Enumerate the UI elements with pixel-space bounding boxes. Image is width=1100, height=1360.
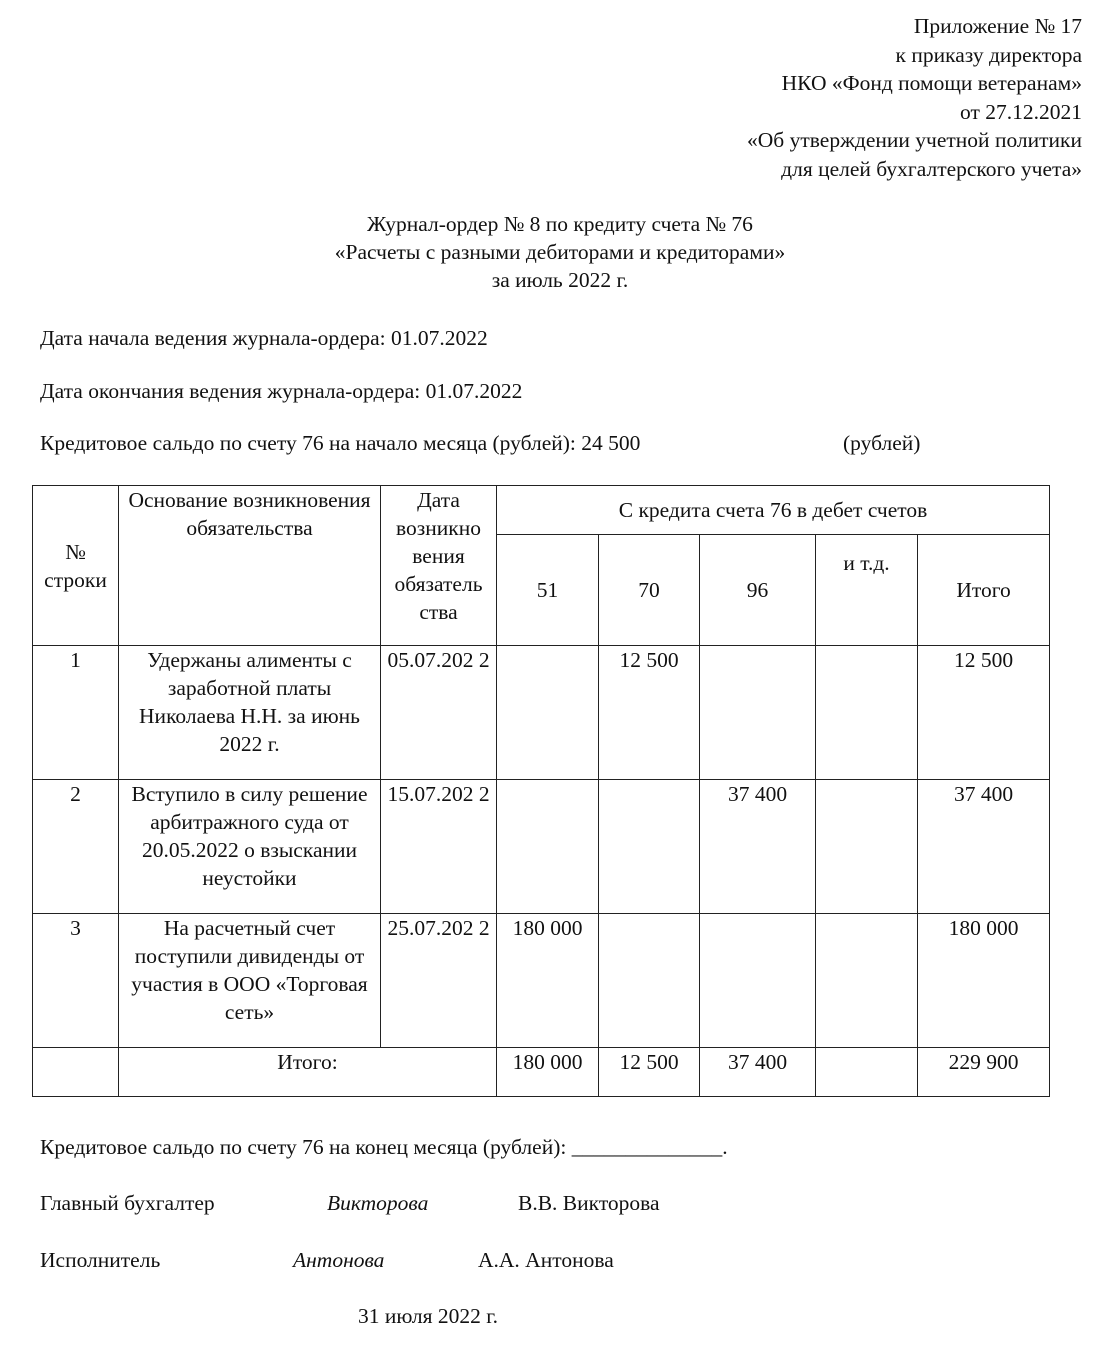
totals-row [33, 1048, 1050, 1097]
row-account-51 [497, 780, 599, 914]
row-total: 180 000 [918, 914, 1050, 1048]
header-account-51: 51 [497, 535, 599, 646]
totals-account-96: 37 400 [700, 1048, 816, 1097]
title-line-1: Журнал-ордер № 8 по кредиту счета № 76 [367, 212, 753, 236]
appendix-line: для целей бухгалтерского учета» [781, 156, 1082, 181]
journal-table [32, 485, 1050, 1097]
totals-account-70: 12 500 [599, 1048, 700, 1097]
appendix-line: от 27.12.2021 [960, 99, 1082, 124]
header-etc: и т.д. [816, 535, 918, 646]
start-date-line: Дата начала ведения журнала-ордера: 01.07.2022 [40, 326, 488, 350]
totals-label: Итого: [119, 1048, 497, 1097]
opening-balance-line: Кредитовое сальдо по счету 76 на начало месяца (рублей): 24 500 [40, 431, 641, 455]
row-account-51: 180 000 [497, 914, 599, 1048]
table-row [33, 780, 1050, 914]
header-credit-group: С кредита счета 76 в дебет счетов [497, 486, 1050, 535]
table-row [33, 646, 1050, 780]
row-basis: Удержаны алименты с заработной платы Николаева Н.Н. за июнь 2022 г. [119, 646, 381, 780]
row-account-70 [599, 914, 700, 1048]
executor-signature: Антонова [293, 1248, 385, 1272]
header-account-96: 96 [700, 535, 816, 646]
row-date: 25.07.202 2 [381, 914, 497, 1048]
title-line-2: «Расчеты с разными дебиторами и кредиторами» [334, 240, 786, 264]
chief-accountant-label: Главный бухгалтер [40, 1191, 215, 1215]
row-etc [816, 780, 918, 914]
row-number: 1 [33, 646, 119, 780]
appendix-line: Приложение № 17 [913, 14, 1082, 38]
row-number: 3 [33, 914, 119, 1048]
title-period: за июль 2022 г. [491, 268, 629, 292]
closing-balance-line: Кредитовое сальдо по счету 76 на конец месяца (рублей): ______________. [40, 1135, 728, 1159]
table-row [33, 914, 1050, 1048]
row-date: 05.07.202 2 [381, 646, 497, 780]
totals-etc [816, 1048, 918, 1097]
row-total: 37 400 [918, 780, 1050, 914]
totals-total: 229 900 [918, 1048, 1050, 1097]
appendix-block [747, 12, 1082, 183]
appendix-line: к приказу директора [895, 42, 1082, 67]
totals-account-51: 180 000 [497, 1048, 599, 1097]
row-account-96: 37 400 [700, 780, 816, 914]
row-account-70: 12 500 [599, 646, 700, 780]
header-basis: Основание возникновения обязательства [119, 486, 381, 646]
end-date-line: Дата окончания ведения журнала-ордера: 01.07.2022 [40, 379, 523, 403]
appendix-line: НКО «Фонд помощи ветеранам» [781, 71, 1082, 95]
header-account-70: 70 [599, 535, 700, 646]
document-title [0, 210, 1100, 294]
executor-name: А.А. Антонова [478, 1248, 614, 1272]
opening-balance-unit: (рублей) [843, 431, 921, 455]
row-number: 2 [33, 780, 119, 914]
row-etc [816, 914, 918, 1048]
row-etc [816, 646, 918, 780]
document-date: 31 июля 2022 г. [358, 1304, 499, 1328]
header-date: Дата возникно вения обязатель ства [381, 486, 497, 646]
row-account-96 [700, 914, 816, 1048]
row-basis: На расчетный счет поступили дивиденды от участия в ООО «Торговая сеть» [119, 914, 381, 1048]
totals-empty-cell [33, 1048, 119, 1097]
row-basis: Вступило в силу решение арбитражного суда от 20.05.2022 о взыскании неустойки [119, 780, 381, 914]
row-date: 15.07.202 2 [381, 780, 497, 914]
chief-accountant-signature: Викторова [327, 1191, 429, 1215]
row-account-70 [599, 780, 700, 914]
header-total: Итого [918, 535, 1050, 646]
header-row-number: № строки [33, 486, 119, 646]
executor-label: Исполнитель [40, 1248, 161, 1272]
row-account-96 [700, 646, 816, 780]
row-account-51 [497, 646, 599, 780]
appendix-line: «Об утверждении учетной политики [747, 128, 1082, 152]
chief-accountant-name: В.В. Викторова [518, 1191, 660, 1215]
row-total: 12 500 [918, 646, 1050, 780]
